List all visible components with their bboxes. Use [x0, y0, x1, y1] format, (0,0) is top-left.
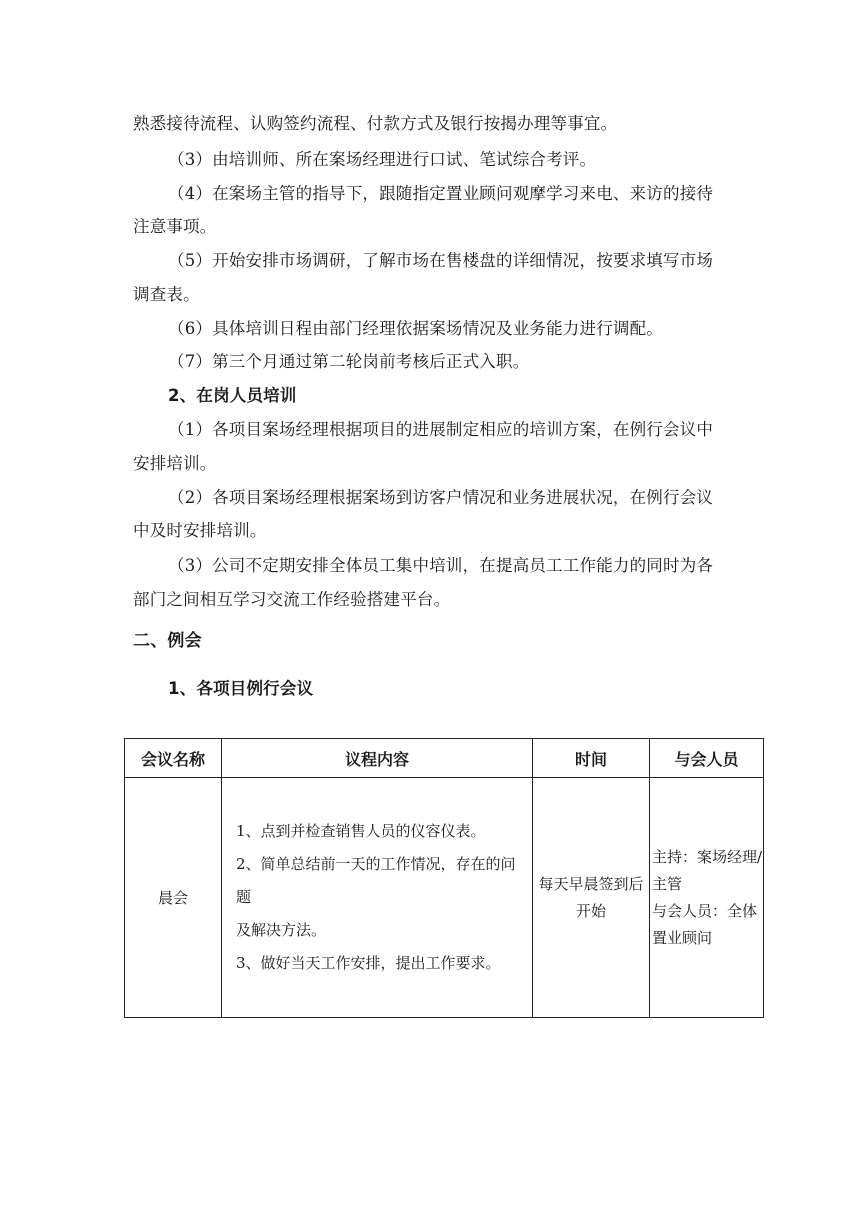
agenda-item: 3、做好当天工作安排，提出工作要求。 — [236, 954, 501, 972]
paragraph-training-2-cont: 中及时安排培训。 — [133, 521, 267, 540]
paragraph-line: 熟悉接待流程、认购签约流程、付款方式及银行按揭办理等事宜。 — [133, 114, 618, 133]
column-header-meeting-name: 会议名称 — [125, 739, 222, 778]
subheading-on-job-training: 2、在岗人员培训 — [168, 386, 297, 405]
paragraph-item-5-cont: 调查表。 — [133, 285, 200, 304]
agenda-item: 1、点到并检查销售人员的仪容仪表。 — [236, 822, 486, 840]
agenda-item: 2、简单总结前一天的工作情况，存在的问题 — [236, 855, 516, 906]
paragraph-item-6: （6）具体培训日程由部门经理依据案场情况及业务能力进行调配。 — [168, 319, 663, 338]
column-header-time: 时间 — [533, 739, 650, 778]
section-heading-meetings: 二、例会 — [133, 631, 202, 651]
meeting-table — [124, 738, 764, 1018]
paragraph-training-3-cont: 部门之间相互学习交流工作经验搭建平台。 — [133, 590, 451, 609]
cell-meeting-name — [125, 778, 222, 1018]
table-row — [125, 778, 764, 1018]
paragraph-item-4-cont: 注意事项。 — [133, 217, 217, 236]
time-text: 每天早晨签到后 — [538, 874, 644, 893]
column-header-agenda: 议程内容 — [222, 739, 533, 778]
agenda-item: 及解决方法。 — [236, 921, 327, 939]
attendees-text: 主持：案场经理/ — [652, 847, 763, 866]
paragraph-training-2: （2）各项目案场经理根据案场到访客户情况和业务进展状况，在例行会议 — [168, 488, 714, 507]
paragraph-training-1-cont: 安排培训。 — [133, 454, 217, 473]
table-header-row — [125, 739, 764, 778]
paragraph-item-7: （7）第三个月通过第二轮岗前考核后正式入职。 — [168, 352, 530, 371]
paragraph-item-5: （5）开始安排市场调研，了解市场在售楼盘的详细情况，按要求填写市场 — [168, 251, 714, 270]
cell-time — [533, 778, 650, 1018]
paragraph-item-3: （3）由培训师、所在案场经理进行口试、笔试综合考评。 — [168, 150, 597, 169]
attendees-text: 与会人员：全体 — [652, 901, 758, 920]
meeting-name-text: 晨会 — [157, 889, 188, 907]
cell-attendees — [650, 778, 764, 1018]
attendees-text: 主管 — [652, 874, 683, 893]
subheading-project-meetings: 1、各项目例行会议 — [168, 679, 314, 698]
paragraph-item-4: （4）在案场主管的指导下，跟随指定置业顾问观摩学习来电、来访的接待 — [168, 184, 714, 203]
attendees-text: 置业顾问 — [652, 928, 713, 947]
paragraph-training-1: （1）各项目案场经理根据项目的进展制定相应的培训方案，在例行会议中 — [168, 420, 714, 439]
time-text: 开始 — [575, 901, 606, 920]
paragraph-training-3: （3）公司不定期安排全体员工集中培训，在提高员工工作能力的同时为各 — [168, 556, 714, 575]
column-header-attendees: 与会人员 — [650, 739, 764, 778]
cell-agenda — [222, 778, 533, 1018]
